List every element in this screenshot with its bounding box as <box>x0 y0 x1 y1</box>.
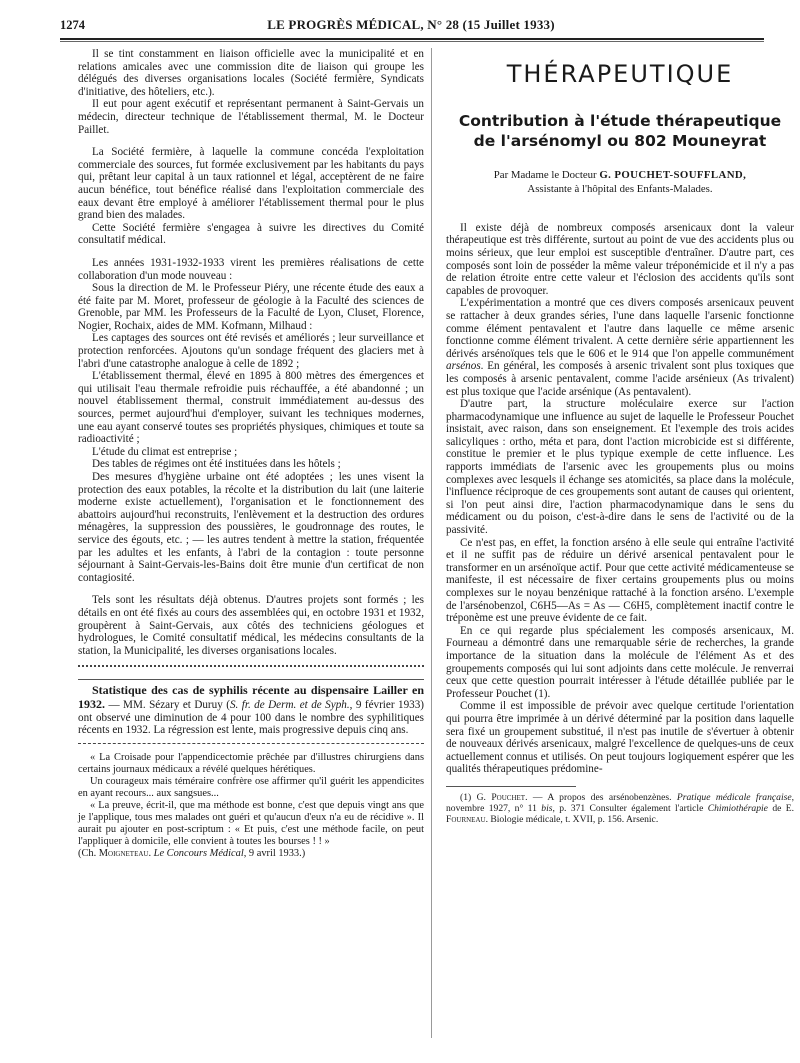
paragraph: Des tables de régimes ont été instituées dans les hôtels ; <box>92 458 341 471</box>
paragraph: D'autre part, la structure moléculaire exerce sur l'action pharmacodynamique une influence au sujet de laquelle le Professeur Pouchet insistait, avec raison, dans son enseignement. Et l'exemple des trois acides salicyliques : ortho, méta et para, dont l'action microbicide est si différente, constitue le premier et le plus typique exemple de cette influence. Les rapports immédiats de l'arsenic avec les groupements plus ou moins complexes avec lesquels il échange ses atomicités, sa place dans la molécule, l'influence réciproque de ces groupements sont autant de causes qui orientent, si l'on peut ainsi dire, l'action pharmacodynamique dans le sens du médicament ou du poison, c'est-à-dire dans le sens de l'activité ou de la passivité. <box>446 398 794 537</box>
paragraph: L'expérimentation a montré que ces divers composés arsenicaux peuvent se rattacher à deux grandes séries, l'une dans laquelle l'arsenic fonctionne comme élément pentavalent et l'autre dans laquelle ce même arsenic fonctionne comme élément trivalent. A cette dernière série appartiennent les dérivés arsénoïques tels que le 606 et le 914 que l'on appelle communément arsénos. En général, les composés à arsenic trivalent sont plus toxiques que les composés à arsenic pentavalent, comme l'acide arsénieux (As trivalent) est plus toxique que l'acide arsénique (As pentavalent). <box>446 297 794 398</box>
paragraph: La Société fermière, à laquelle la commune concéda l'exploitation commerciale des sources, fut formée exclusivement par les habitants du pays qui, prêtant leur capital à un taux rationnel et légal, acceptèrent de ne faire aucun bénéfice, tout bénéfice réalisé dans l'exploitation commerciale des eaux devant être employé à améliorer l'établissement thermal pour le plus grand bien des malades. <box>78 146 424 222</box>
paragraph: Tels sont les résultats déjà obtenus. D'autres projets sont formés ; les détails en ont été fixés au cours des assemblées qui, en octobre 1931 et 1932, groupèrent à Saint-Gervais, aux côtés des techniciens géologues et hydrologues, le Comité consultatif médical, les médecins consultants de la station, la Municipalité, les diverses organisations locales. <box>78 594 424 657</box>
paragraph: L'établissement thermal, élevé en 1895 à 800 mètres des émergences et qui utilisait l'eau thermale refroidie puis réchauffée, a été abandonné ; un nouvel établissement thermal, construit immédiatement au-dessus des sources, permet aujourd'hui d'employer, suivant les techniques modernes, une eau ayant conservé toutes ses propriétés physiques, chimiques et toute sa radioactivité ; <box>78 370 424 446</box>
paragraph: Sous la direction de M. le Professeur Piéry, une récente étude des eaux a été faite par M. Moret, professeur de géologie à la Faculté des sciences de Grenoble, par MM. les Professeurs de la Faculté de Lyon, Cluset, Florence, Nogier, Rochaix, aides de MM. Kofmann, Milhaud : <box>78 282 424 332</box>
paragraph: Il existe déjà de nombreux composés arsenicaux dont la valeur thérapeutique est très différente, surtout au point de vue des accidents plus ou moins sérieux, que leur emploi est susceptible d'entraîner. D'autre part, ces composés sont loin de posséder la même valeur tréponémicide et il n'y a pas de relation étroite entre cette valeur et l'éclosion des accidents qu'ils sont capables de provoquer. <box>446 221 794 297</box>
column-divider <box>431 48 432 1038</box>
statistics-title: Statistique des cas de syphilis récente au dispensaire Lailler en 1932. <box>78 683 424 711</box>
footnote: (1) G. Pouchet. — A propos des arsénobenzènes. Pratique médicale française, novembre 1927, n° 11 bis, p. 371 Consulter également l'article Chimiothérapie de E. Fourneau. Biologie médicale, t. XVII, p. 156. Arsenic. <box>446 791 795 825</box>
paragraph: Les captages des sources ont été revisés et améliorés ; leur surveillance et protection renforcées. Ajoutons qu'un sondage fréquent des glaciers met à l'abri d'une catastrophe analogue à celle de 1892 ; <box>78 332 424 370</box>
paragraph: Ce n'est pas, en effet, la fonction arséno à elle seule qui entraîne l'activité et il ne suffit pas de réduire un dérivé arsenical pentavalent pour le transformer en un arsénoïque actif. Pour que cette activité médicamenteuse se manifeste, il est nécessaire de fixer certains groupements plus ou moins complexes sur le noyau benzénique rattaché à la fonction arséno. L'exemple de l'arsénobenzol, C6H5—As = As — C6H5, complètement inactif contre le tréponème est une preuve évidente de ce fait. <box>446 536 794 625</box>
statistics-note: Statistique des cas de syphilis récente au dispensaire Lailler en 1932. — MM. Sézary et Duruy (S. fr. de Derm. et de Syph., 9 février 1933) ont observé une diminution de 4 pour 100 dans le nombre des syphilitiques récents en 1932. La régression est lente, mais progressive depuis cinq ans. <box>78 683 424 737</box>
paragraph: Les années 1931-1932-1933 virent les premières réalisations de cette collaboration d'un mode nouveau : <box>78 256 424 282</box>
section-rule <box>78 665 424 680</box>
paragraph: Un courageux mais téméraire confrère ose affirmer qu'il guérit les appendicites en ayant recours... aux sangsues... <box>78 775 424 799</box>
left-column <box>78 48 424 860</box>
author-byline: Par Madame le Docteur G. POUCHET-SOUFFLAND, <box>493 168 747 181</box>
author-affiliation: Assistante à l'hôpital des Enfants-Malades. <box>527 183 713 196</box>
paragraph: « La Croisade pour l'appendicectomie prêchée par d'illustres chirurgiens dans certains journaux médicaux a révélé quelques hérétiques. <box>78 751 424 775</box>
header-rule-thin <box>60 41 764 42</box>
section-title: THÉRAPEUTIQUE <box>506 60 734 88</box>
article-title: Contribution à l'étude thérapeutique de l'arsénomyl ou 802 Mouneyrat <box>458 111 782 150</box>
quote-block <box>78 752 424 860</box>
page-number: 1274 <box>60 18 85 32</box>
footnote-rule <box>446 786 576 787</box>
section-rule-dashed <box>78 743 424 746</box>
right-column <box>446 48 794 825</box>
quote-source: (Ch. Moigneteau. Le Concours Médical, 9 avril 1933.) <box>78 847 306 859</box>
paragraph: En ce qui regarde plus spécialement les composés arsenicaux, M. Fourneau a démontré dans une remarquable série de recherches, la grande importance de la situation dans la molécule de l'élément As et des groupements composés qui lui sont adjoints dans cette molécule. Je renverrai ceux que cette question pourrait intéresser à l'étude détaillée publiée par le Professeur Pouchet (1). <box>446 624 794 700</box>
paragraph: Des mesures d'hygiène urbaine ont été adoptées ; les unes visent la protection des eaux potables, la récolte et la distribution du lait (une laiterie moderne existe actuellement), l'organisation et le fonctionnement des abattoirs aujourd'hui reconstruits, l'enlèvement et la destruction des ordures ménagères, la suppression des poussières, le goudronnage des routes, le service des égouts, etc. ; — les autres tendent à mettre la station, fréquentée par les adultes et les enfants, à l'abri de la contagion : toute personne séjournant à Saint-Gervais-les-Bains doit être munie d'un certificat de non contagiosité. <box>78 471 424 584</box>
paragraph: L'étude du climat est entreprise ; <box>92 445 238 458</box>
paragraph: Cette Société fermière s'engagea à suivre les directives du Comité consultatif médical. <box>78 221 424 247</box>
paragraph: « La preuve, écrit-il, que ma méthode est bonne, c'est que depuis vingt ans que je l'applique, tous mes malades ont guéri et qu'aucun d'eux n'a eu de récidive ». Il aurait pu ajouter en post-scriptum : « Et puis, c'est une méthode facile, on peut l'appliquer à domicile, elle convient à toutes les bourses ! ! » <box>78 799 424 847</box>
paragraph: Il eut pour agent exécutif et représentant permanent à Saint-Gervais un médecin, directeur technique de l'établissement thermal, M. le Docteur Paillet. <box>78 98 424 136</box>
paragraph: Comme il est impossible de prévoir avec quelque certitude l'orientation qui pourra être imprimée à un dérivé déterminé par la position dans laquelle sera fixé un groupement substitué, il n'est pas inutile de s'évertuer à obtenir de nouveaux dérivés arsenicaux, malgré l'excellence de quelques-uns de ceux actuellement connus et utilisés. On peut toujours logiquement espérer que les qualités thérapeutiques prédomine- <box>446 700 794 776</box>
journal-title: LE PROGRÈS MÉDICAL, N° 28 (15 Juillet 1933) <box>267 17 555 32</box>
header-rule <box>60 38 764 40</box>
page-header <box>60 14 762 38</box>
paragraph: Il se tint constamment en liaison officielle avec la municipalité et en relations amicales avec une commission dite de liaison qui groupe les délégués des diverses organisations locales (Société fermière, Syndicats d'initiative, des hôteliers, etc.). <box>78 48 424 98</box>
